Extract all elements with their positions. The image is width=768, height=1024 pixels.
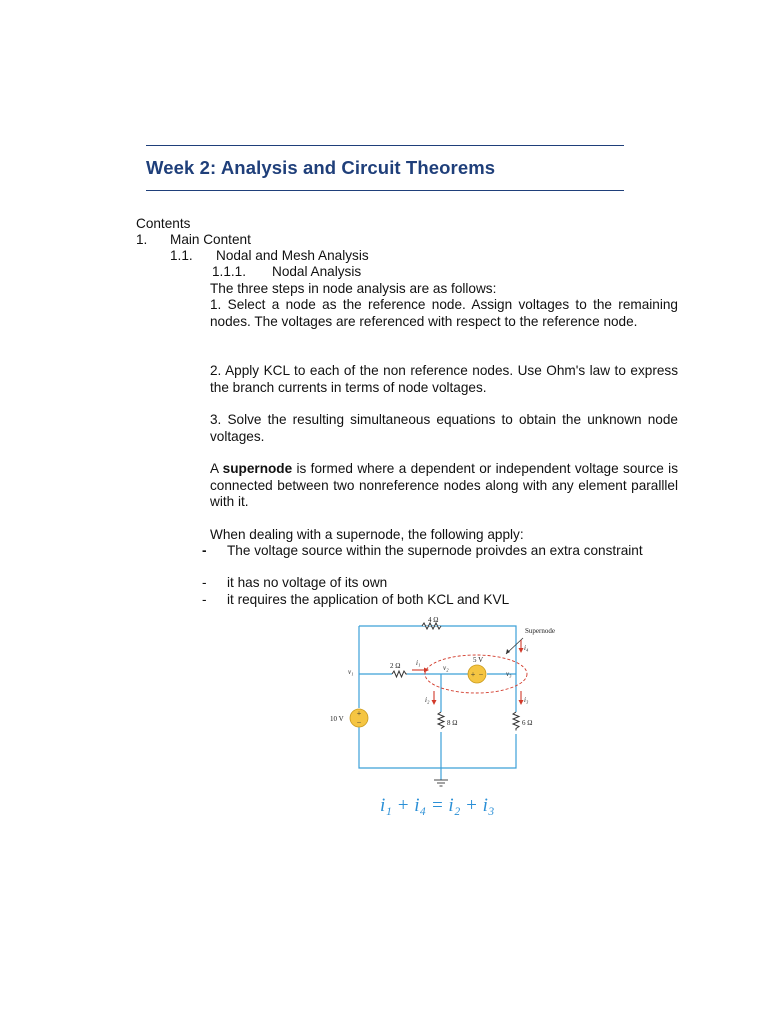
intro-text: The three steps in node analysis are as follows:	[210, 281, 497, 296]
toc-l2-num: 1.1.	[170, 248, 193, 263]
label-supernode: Supernode	[525, 627, 555, 635]
label-2ohm: 2 Ω	[390, 662, 401, 670]
circuit-wires	[356, 626, 516, 780]
label-v1: v₁	[348, 668, 354, 676]
source-5v-plus-icon: +	[470, 670, 476, 679]
supernode-paragraph	[210, 461, 678, 511]
label-5v: 5 V	[473, 656, 484, 664]
bullet-text: it has no voltage of its own	[227, 575, 388, 590]
step-2-paragraph	[210, 363, 678, 396]
kcl-equation: i₁ + i₄ = i₂ + i₃	[380, 795, 495, 816]
resistor-8ohm	[438, 712, 444, 729]
toc-l3-num: 1.1.1.	[212, 264, 247, 279]
label-4ohm: 4 Ω	[428, 616, 439, 624]
source-10v-minus-icon: −	[356, 718, 362, 727]
current-i1-arrowhead-icon	[424, 668, 429, 673]
current-i3-arrowhead-icon	[519, 700, 524, 705]
title-rule-top	[146, 145, 624, 146]
bullet-dash: -	[202, 592, 207, 607]
title-rule-bottom	[146, 190, 624, 191]
label-v3: v₃	[506, 670, 512, 678]
label-i3: i₃	[524, 696, 529, 704]
supernode-pointer-arrowhead-icon	[506, 649, 510, 654]
step-1-text: 1. Select a node as the reference node. Assign voltages to the remaining nodes. The voltages are referenced with respect to the reference node.	[210, 297, 678, 329]
label-v2: v₂	[443, 664, 449, 672]
resistor-6ohm	[513, 712, 519, 731]
label-i4: i₄	[524, 644, 529, 652]
step-3-paragraph	[210, 412, 678, 445]
toc-l3-label[interactable]: Nodal Analysis	[272, 264, 362, 279]
label-8ohm: 8 Ω	[447, 719, 458, 727]
step-2-text: 2. Apply KCL to each of the non reference nodes. Use Ohm's law to express the branch currents in terms of node voltages.	[210, 363, 678, 395]
source-10v-plus-icon: +	[356, 709, 362, 718]
current-i4-arrowhead-icon	[519, 648, 524, 653]
bullet-dash: -	[202, 543, 207, 558]
step-1-paragraph	[210, 297, 678, 330]
bullet-text: The voltage source within the supernode proivdes an extra constraint	[227, 543, 643, 558]
label-6ohm: 6 Ω	[522, 719, 533, 727]
page-title: Week 2: Analysis and Circuit Theorems	[146, 157, 496, 178]
toc-l2-label[interactable]: Nodal and Mesh Analysis	[216, 248, 369, 263]
resistor-2ohm	[392, 671, 407, 677]
bullet-text: it requires the application of both KCL and KVL	[227, 592, 510, 607]
bullet-dash: -	[202, 575, 207, 590]
supernode-pre: A	[210, 461, 223, 476]
ground-icon	[434, 780, 448, 786]
circuit-diagram	[330, 612, 580, 792]
apply-intro: When dealing with a supernode, the following apply:	[210, 527, 524, 542]
label-i2: i₂	[425, 696, 430, 704]
label-10v: 10 V	[330, 715, 344, 723]
circuit-figure	[330, 612, 580, 797]
current-i2-arrowhead-icon	[432, 700, 437, 705]
supernode-term: supernode	[222, 461, 293, 476]
label-i1: i₁	[416, 659, 421, 667]
step-3-text: 3. Solve the resulting simultaneous equations to obtain the unknown node voltages.	[210, 412, 678, 444]
source-5v-minus-icon: −	[478, 670, 484, 679]
toc-heading: Contents	[136, 216, 191, 231]
supernode-post: is formed where a dependent or independent voltage source is connected between two nonreference nodes along with any element paralllel with it.	[210, 461, 678, 509]
toc-l1-label[interactable]: Main Content	[170, 232, 251, 247]
toc-l1-num: 1.	[136, 232, 148, 247]
